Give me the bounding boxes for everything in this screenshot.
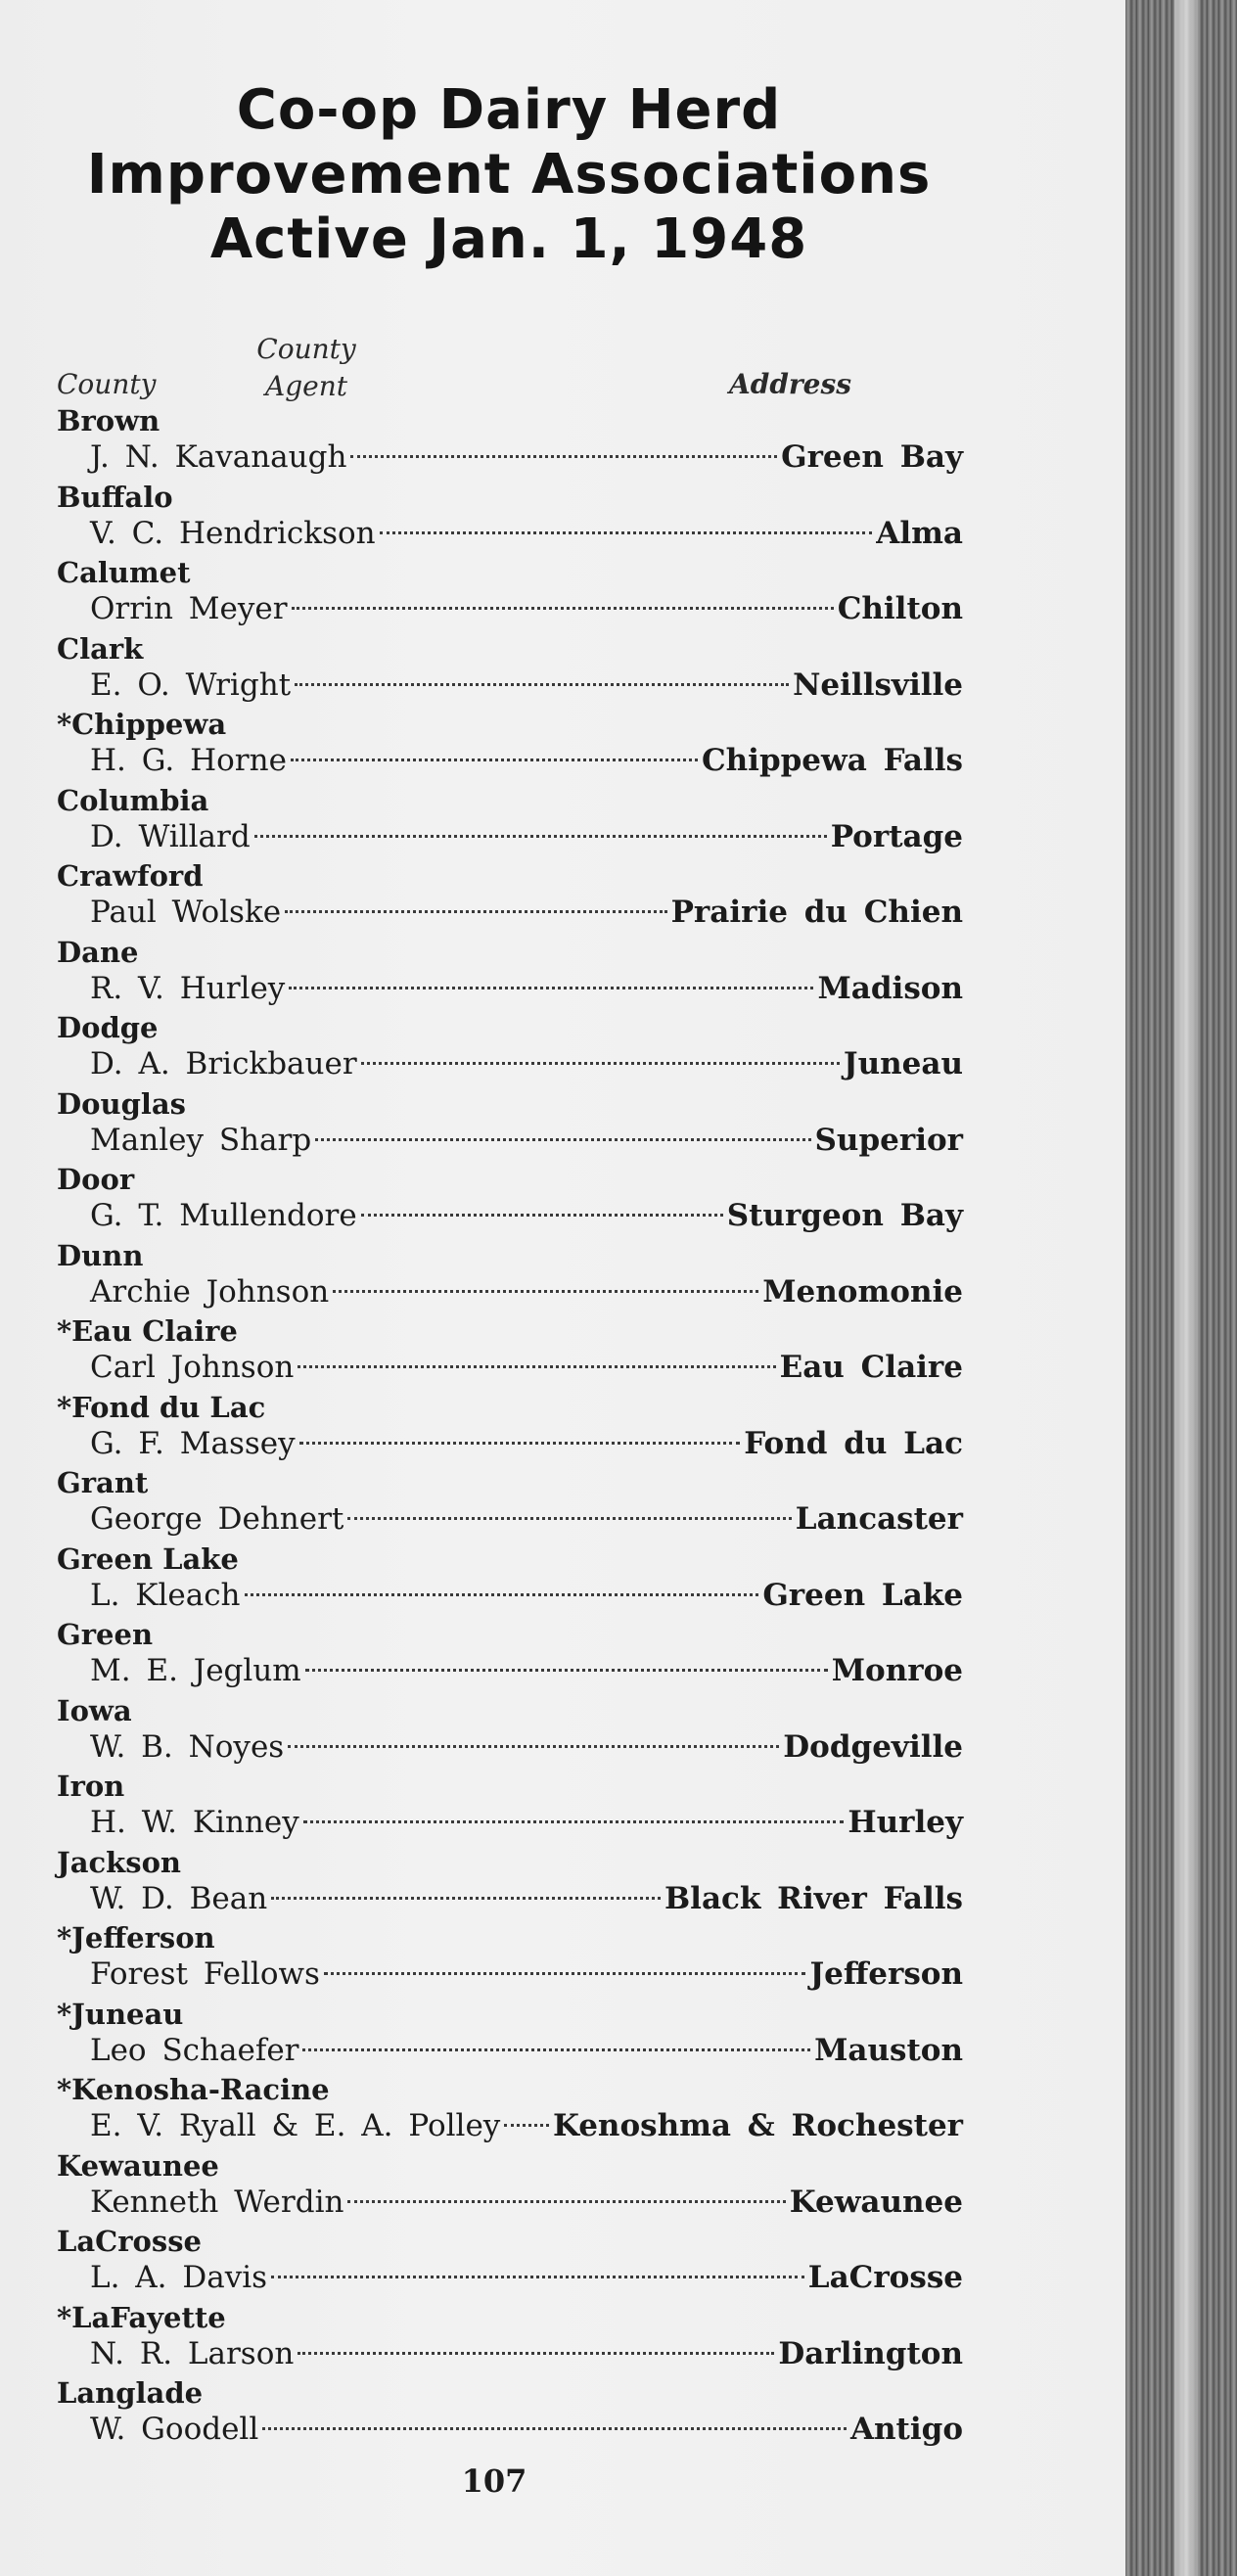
agent-address-line xyxy=(90,514,963,553)
dot-leader xyxy=(271,1897,661,1900)
county-name: *Jefferson xyxy=(57,1921,215,1955)
agent-name: Forest Fellows xyxy=(90,1956,320,1992)
agent-name: G. T. Mullendore xyxy=(90,1198,357,1233)
dot-leader xyxy=(291,759,698,761)
agent-address-line xyxy=(90,1121,963,1160)
county-name: Dodge xyxy=(57,1011,159,1044)
county-name: Brown xyxy=(57,404,160,437)
column-header-agent xyxy=(243,331,370,405)
county-name: Calumet xyxy=(57,556,191,589)
agent-address-line xyxy=(90,817,963,856)
dot-leader xyxy=(303,1820,845,1823)
list-item xyxy=(57,1769,963,1845)
county-name: *Juneau xyxy=(57,1997,184,2031)
list-item xyxy=(57,1920,963,1997)
agent-address-line xyxy=(90,1576,963,1615)
county-name: Buffalo xyxy=(57,480,173,514)
list-item xyxy=(57,1845,963,1921)
agent-name: W. D. Bean xyxy=(90,1880,268,1916)
agent-name: Carl Johnson xyxy=(90,1350,295,1385)
agent-name: Leo Schaefer xyxy=(90,2032,299,2068)
address: Hurley xyxy=(848,1805,963,1840)
address: Prairie du Chien xyxy=(670,895,963,930)
agent-address-line xyxy=(90,1499,963,1539)
address: Jefferson xyxy=(809,1956,963,1992)
county-name: Iron xyxy=(57,1770,125,1803)
county-name: LaCrosse xyxy=(57,2225,202,2258)
address: Superior xyxy=(814,1122,963,1158)
dot-leader xyxy=(504,2124,549,2127)
dot-leader xyxy=(289,987,813,989)
list-item xyxy=(57,2148,963,2225)
county-name: Dunn xyxy=(57,1238,144,1272)
list-item xyxy=(57,403,963,480)
address: Green Lake xyxy=(762,1577,963,1613)
list-item xyxy=(57,707,963,783)
county-name: Green xyxy=(57,1618,154,1651)
agent-address-line xyxy=(90,1955,963,1994)
list-item xyxy=(57,2224,963,2300)
list-item xyxy=(57,1313,963,1390)
dot-leader xyxy=(380,531,873,534)
address: Black River Falls xyxy=(664,1880,963,1916)
agent-name: Kenneth Werdin xyxy=(90,2184,344,2220)
county-name: Columbia xyxy=(57,783,209,817)
column-header-address: Address xyxy=(729,368,851,400)
agent-address-line xyxy=(90,969,963,1008)
county-name: Iowa xyxy=(57,1693,132,1727)
dot-leader xyxy=(295,683,789,686)
list-item xyxy=(57,555,963,631)
agent-address-line xyxy=(90,2334,963,2373)
agent-name: L. A. Davis xyxy=(90,2260,268,2295)
agent-name: Paul Wolske xyxy=(90,895,282,930)
address: Chippewa Falls xyxy=(701,743,963,778)
list-item xyxy=(57,631,963,708)
county-name: Douglas xyxy=(57,1086,186,1121)
agent-name: W. B. Noyes xyxy=(90,1728,285,1765)
agent-name: D. A. Brickbauer xyxy=(90,1046,357,1081)
agent-address-line xyxy=(90,1803,963,1842)
address: Chilton xyxy=(837,591,963,626)
list-item xyxy=(57,783,963,859)
agent-name: D. Willard xyxy=(90,818,251,854)
dot-leader xyxy=(288,1745,779,1748)
county-name: *Eau Claire xyxy=(57,1314,238,1348)
dot-leader xyxy=(271,2276,804,2278)
agent-name: J. N. Kavanaugh xyxy=(90,439,347,475)
address: Antigo xyxy=(849,2412,963,2447)
list-item xyxy=(57,1617,963,1693)
agent-name: G. F. Massey xyxy=(90,1425,296,1461)
dot-leader xyxy=(285,910,667,913)
agent-address-line xyxy=(90,741,963,780)
agent-address-line xyxy=(90,1424,963,1463)
agent-name: Manley Sharp xyxy=(90,1122,312,1158)
address: Monroe xyxy=(831,1653,963,1688)
county-name: Green Lake xyxy=(57,1541,239,1576)
address: Kewaunee xyxy=(789,2184,963,2220)
county-name: Door xyxy=(57,1163,135,1196)
agent-name: Archie Johnson xyxy=(90,1273,330,1310)
list-item xyxy=(57,1541,963,1618)
address: Alma xyxy=(876,515,963,551)
agent-address-line xyxy=(90,2106,963,2145)
county-name: Grant xyxy=(57,1466,149,1499)
agent-name: R. V. Hurley xyxy=(90,970,286,1006)
address: Kenoshma & Rochester xyxy=(552,2108,963,2143)
dot-leader xyxy=(333,1290,758,1293)
book-spine xyxy=(1125,0,1237,2576)
agent-address-line xyxy=(90,2031,963,2070)
county-name: Clark xyxy=(57,631,144,666)
agent-name: E. V. Ryall & E. A. Polley xyxy=(90,2108,501,2143)
title-line-2: Improvement Associations xyxy=(86,143,932,207)
county-name: Jackson xyxy=(57,1845,182,1879)
list-item xyxy=(57,1693,963,1770)
address: Neillsville xyxy=(793,667,963,703)
column-header-agent-line-2: Agent xyxy=(265,370,347,402)
column-header-agent-line-1: County xyxy=(256,333,356,365)
dot-leader xyxy=(298,1365,775,1368)
address: LaCrosse xyxy=(807,2260,963,2295)
agent-name: Orrin Meyer xyxy=(90,591,288,626)
list-item xyxy=(57,1465,963,1541)
list-item xyxy=(57,480,963,556)
county-name: Crawford xyxy=(57,859,204,893)
list-item xyxy=(57,1997,963,2073)
agent-address-line xyxy=(90,666,963,705)
list-item xyxy=(57,1162,963,1238)
county-name: Dane xyxy=(57,935,139,969)
agent-address-line xyxy=(90,1727,963,1767)
county-name: Kewaunee xyxy=(57,2148,219,2183)
list-item xyxy=(57,858,963,935)
address: Mauston xyxy=(814,2032,963,2068)
dot-leader xyxy=(350,455,777,458)
dot-leader xyxy=(245,1593,759,1596)
agent-name: H. G. Horne xyxy=(90,743,287,778)
agent-address-line xyxy=(90,1044,963,1083)
address: Juneau xyxy=(843,1046,963,1081)
dot-leader xyxy=(298,2352,774,2355)
agent-name: H. W. Kinney xyxy=(90,1805,299,1840)
address: Lancaster xyxy=(795,1501,963,1537)
agent-address-line xyxy=(90,2183,963,2222)
address: Eau Claire xyxy=(779,1350,963,1385)
address: Darlington xyxy=(778,2335,963,2371)
agent-address-line xyxy=(90,893,963,932)
list-item xyxy=(57,1086,963,1163)
agent-name: L. Kleach xyxy=(90,1577,241,1613)
county-name: *Fond du Lac xyxy=(57,1390,266,1424)
agent-address-line xyxy=(90,1879,963,1918)
address: Menomonie xyxy=(762,1273,963,1310)
agent-name: E. O. Wright xyxy=(90,667,292,703)
agent-name: V. C. Hendrickson xyxy=(90,515,376,551)
agent-name: M. E. Jeglum xyxy=(90,1653,301,1688)
page-number: 107 xyxy=(461,2462,527,2500)
dot-leader xyxy=(361,1062,840,1065)
agent-address-line xyxy=(90,1348,963,1387)
county-name: *Kenosha-Racine xyxy=(57,2073,330,2106)
column-header-county: County xyxy=(57,368,157,400)
county-name: *Chippewa xyxy=(57,708,227,741)
address: Madison xyxy=(817,970,963,1006)
list-item xyxy=(57,2375,963,2452)
dot-leader xyxy=(347,1517,791,1520)
agent-name: W. Goodell xyxy=(90,2412,259,2447)
address: Fond du Lac xyxy=(744,1425,963,1461)
county-name: *LaFayette xyxy=(57,2300,226,2334)
agent-address-line xyxy=(90,1651,963,1690)
association-list xyxy=(57,403,963,2452)
list-item xyxy=(57,1238,963,1314)
list-item xyxy=(57,1010,963,1086)
agent-address-line xyxy=(90,437,963,477)
dot-leader xyxy=(299,1442,741,1445)
agent-address-line xyxy=(90,589,963,628)
list-item xyxy=(57,935,963,1011)
agent-address-line xyxy=(90,1196,963,1235)
page-title xyxy=(0,78,1018,272)
address: Sturgeon Bay xyxy=(726,1198,963,1233)
dot-leader xyxy=(324,1972,805,1975)
agent-address-line xyxy=(90,2410,963,2449)
list-item xyxy=(57,2300,963,2376)
title-line-3: Active Jan. 1, 1948 xyxy=(209,207,808,271)
agent-name: George Dehnert xyxy=(90,1501,344,1537)
agent-address-line xyxy=(90,2258,963,2297)
dot-leader xyxy=(254,835,827,838)
agent-name: N. R. Larson xyxy=(90,2335,295,2371)
address: Dodgeville xyxy=(783,1728,963,1765)
list-item xyxy=(57,2072,963,2148)
dot-leader xyxy=(262,2427,847,2430)
dot-leader xyxy=(315,1138,810,1141)
title-line-1: Co-op Dairy Herd xyxy=(236,78,782,142)
dot-leader xyxy=(305,1669,828,1672)
dot-leader xyxy=(302,2048,810,2051)
dot-leader xyxy=(292,607,834,610)
address: Green Bay xyxy=(781,439,963,475)
address: Portage xyxy=(830,818,963,854)
county-name: Langlade xyxy=(57,2376,204,2410)
agent-address-line xyxy=(90,1272,963,1311)
dot-leader xyxy=(347,2200,785,2203)
dot-leader xyxy=(361,1214,723,1217)
list-item xyxy=(57,1390,963,1466)
